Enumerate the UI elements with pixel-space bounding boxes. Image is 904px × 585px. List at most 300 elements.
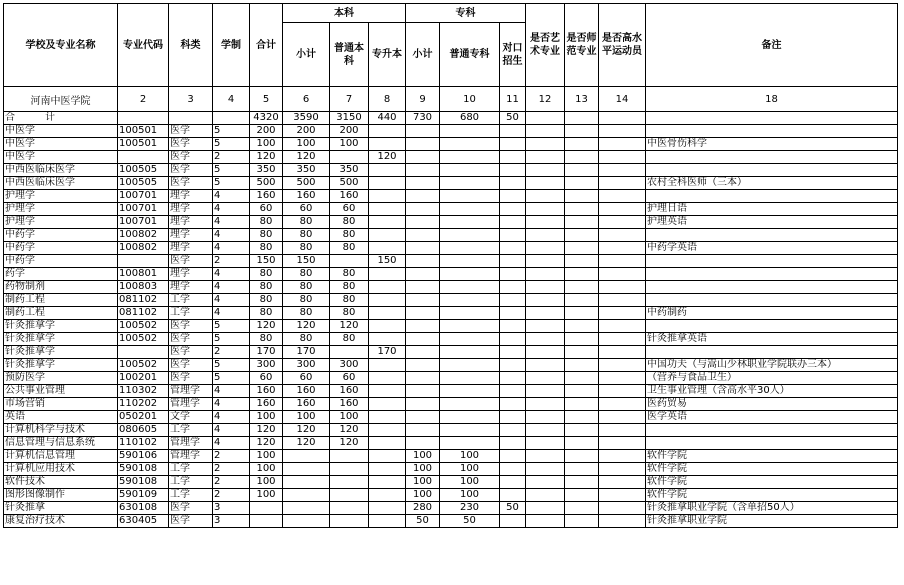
remark: 护理日语	[646, 203, 898, 216]
col-num: 4	[213, 87, 250, 112]
zhuanke-normal	[440, 437, 500, 450]
remark: 中医骨伤科学	[646, 138, 898, 151]
major-category: 理学	[169, 281, 213, 294]
totals-zhuanke-duikou: 50	[500, 112, 526, 125]
benke-upgrade	[369, 125, 406, 138]
is-art	[526, 385, 565, 398]
zhuanke-duikou	[500, 203, 526, 216]
benke-subtotal: 120	[283, 437, 330, 450]
benke-subtotal: 80	[283, 333, 330, 346]
is-athlete	[599, 190, 646, 203]
is-art	[526, 398, 565, 411]
major-code: 100502	[118, 359, 169, 372]
benke-normal: 80	[330, 281, 369, 294]
is-art	[526, 320, 565, 333]
table-row	[4, 502, 898, 515]
benke-upgrade	[369, 177, 406, 190]
is-athlete	[599, 151, 646, 164]
is-art	[526, 476, 565, 489]
major-code: 630108	[118, 502, 169, 515]
benke-subtotal: 200	[283, 125, 330, 138]
zhuanke-subtotal	[406, 229, 440, 242]
major-code: 100505	[118, 177, 169, 190]
is-athlete	[599, 359, 646, 372]
benke-subtotal	[283, 476, 330, 489]
major-total: 160	[250, 385, 283, 398]
table-row	[4, 229, 898, 242]
major-name: 计算机信息管理	[4, 450, 118, 463]
major-duration: 3	[213, 502, 250, 515]
zhuanke-duikou	[500, 177, 526, 190]
table-row	[4, 372, 898, 385]
is-athlete	[599, 398, 646, 411]
benke-upgrade	[369, 476, 406, 489]
major-name: 市场营销	[4, 398, 118, 411]
zhuanke-normal	[440, 320, 500, 333]
zhuanke-normal	[440, 138, 500, 151]
major-name: 中药学	[4, 242, 118, 255]
zhuanke-normal	[440, 125, 500, 138]
major-category: 医学	[169, 320, 213, 333]
benke-normal: 100	[330, 138, 369, 151]
table-row	[4, 346, 898, 359]
benke-upgrade	[369, 190, 406, 203]
benke-normal	[330, 463, 369, 476]
major-category: 理学	[169, 190, 213, 203]
zhuanke-subtotal	[406, 294, 440, 307]
major-code: 081102	[118, 307, 169, 320]
zhuanke-duikou	[500, 294, 526, 307]
is-athlete	[599, 346, 646, 359]
major-duration: 4	[213, 190, 250, 203]
is-normal	[565, 450, 599, 463]
remark: 针灸推拿职业学院（含单招50人）	[646, 502, 898, 515]
is-art	[526, 372, 565, 385]
is-athlete	[599, 268, 646, 281]
major-category: 医学	[169, 333, 213, 346]
is-normal	[565, 255, 599, 268]
remark: 中药制药	[646, 307, 898, 320]
remark	[646, 190, 898, 203]
major-total: 500	[250, 177, 283, 190]
remark: 中药学英语	[646, 242, 898, 255]
table-row	[4, 424, 898, 437]
major-code: 100802	[118, 229, 169, 242]
zhuanke-normal	[440, 281, 500, 294]
major-name: 针灸推拿学	[4, 346, 118, 359]
benke-upgrade	[369, 333, 406, 346]
zhuanke-subtotal	[406, 398, 440, 411]
major-name: 预防医学	[4, 372, 118, 385]
header-remark: 备注	[646, 4, 898, 87]
zhuanke-duikou	[500, 450, 526, 463]
benke-subtotal: 150	[283, 255, 330, 268]
is-athlete	[599, 229, 646, 242]
remark	[646, 294, 898, 307]
zhuanke-duikou	[500, 216, 526, 229]
zhuanke-subtotal	[406, 125, 440, 138]
benke-normal: 80	[330, 307, 369, 320]
major-name: 图形图像制作	[4, 489, 118, 502]
major-category: 工学	[169, 424, 213, 437]
benke-upgrade	[369, 515, 406, 528]
header-is-athlete: 是否高水平运动员	[599, 4, 646, 87]
major-total: 160	[250, 398, 283, 411]
major-duration: 4	[213, 385, 250, 398]
major-code: 590106	[118, 450, 169, 463]
major-category: 理学	[169, 216, 213, 229]
is-art	[526, 333, 565, 346]
table-row	[4, 203, 898, 216]
benke-subtotal	[283, 515, 330, 528]
major-category: 管理学	[169, 437, 213, 450]
major-code: 080605	[118, 424, 169, 437]
major-total: 200	[250, 125, 283, 138]
major-name: 药物制剂	[4, 281, 118, 294]
benke-subtotal: 80	[283, 307, 330, 320]
benke-subtotal: 120	[283, 320, 330, 333]
is-normal	[565, 138, 599, 151]
major-total: 160	[250, 190, 283, 203]
benke-upgrade	[369, 294, 406, 307]
zhuanke-duikou	[500, 242, 526, 255]
major-duration: 5	[213, 164, 250, 177]
remark: 农村全科医师（三本）	[646, 177, 898, 190]
major-name: 计算机应用技术	[4, 463, 118, 476]
major-category: 理学	[169, 229, 213, 242]
benke-subtotal: 350	[283, 164, 330, 177]
totals-benke-upgrade: 440	[369, 112, 406, 125]
col-num: 11	[500, 87, 526, 112]
zhuanke-duikou	[500, 229, 526, 242]
is-art	[526, 294, 565, 307]
major-duration: 4	[213, 216, 250, 229]
benke-subtotal	[283, 502, 330, 515]
major-category: 工学	[169, 489, 213, 502]
benke-normal: 160	[330, 398, 369, 411]
table-row	[4, 398, 898, 411]
major-duration: 4	[213, 229, 250, 242]
zhuanke-normal	[440, 177, 500, 190]
benke-normal	[330, 151, 369, 164]
benke-upgrade: 170	[369, 346, 406, 359]
remark: 医学英语	[646, 411, 898, 424]
zhuanke-normal	[440, 346, 500, 359]
major-name: 中药学	[4, 229, 118, 242]
major-duration: 5	[213, 320, 250, 333]
totals-zhuanke-normal: 680	[440, 112, 500, 125]
benke-normal: 80	[330, 216, 369, 229]
benke-normal: 80	[330, 268, 369, 281]
remark	[646, 281, 898, 294]
zhuanke-duikou	[500, 320, 526, 333]
benke-upgrade	[369, 411, 406, 424]
is-athlete	[599, 281, 646, 294]
remark: （营养与食品卫生）	[646, 372, 898, 385]
remark	[646, 229, 898, 242]
table-row	[4, 359, 898, 372]
remark: 卫生事业管理（含高水平30人）	[646, 385, 898, 398]
major-category: 管理学	[169, 385, 213, 398]
major-code: 100701	[118, 190, 169, 203]
remark	[646, 164, 898, 177]
zhuanke-normal	[440, 372, 500, 385]
is-athlete	[599, 502, 646, 515]
zhuanke-normal	[440, 294, 500, 307]
major-category: 医学	[169, 164, 213, 177]
is-athlete	[599, 333, 646, 346]
major-code: 050201	[118, 411, 169, 424]
remark: 针灸推拿职业学院	[646, 515, 898, 528]
zhuanke-duikou	[500, 307, 526, 320]
major-duration: 4	[213, 424, 250, 437]
totals-benke-normal: 3150	[330, 112, 369, 125]
is-normal	[565, 151, 599, 164]
zhuanke-subtotal	[406, 333, 440, 346]
benke-subtotal: 60	[283, 372, 330, 385]
zhuanke-subtotal	[406, 307, 440, 320]
remark	[646, 437, 898, 450]
benke-upgrade	[369, 424, 406, 437]
zhuanke-normal	[440, 151, 500, 164]
major-duration: 5	[213, 359, 250, 372]
is-art	[526, 255, 565, 268]
is-normal	[565, 216, 599, 229]
zhuanke-duikou	[500, 346, 526, 359]
school-name: 河南中医学院	[4, 87, 118, 112]
major-duration: 4	[213, 307, 250, 320]
major-code: 100802	[118, 242, 169, 255]
major-total	[250, 502, 283, 515]
benke-normal	[330, 476, 369, 489]
benke-upgrade	[369, 385, 406, 398]
benke-normal: 200	[330, 125, 369, 138]
is-art	[526, 424, 565, 437]
zhuanke-duikou	[500, 255, 526, 268]
is-normal	[565, 307, 599, 320]
table-row	[4, 125, 898, 138]
is-normal	[565, 268, 599, 281]
zhuanke-duikou	[500, 359, 526, 372]
benke-subtotal: 80	[283, 229, 330, 242]
zhuanke-normal: 100	[440, 489, 500, 502]
benke-normal	[330, 502, 369, 515]
major-code: 110102	[118, 437, 169, 450]
major-duration: 2	[213, 489, 250, 502]
zhuanke-subtotal: 100	[406, 476, 440, 489]
is-normal	[565, 242, 599, 255]
col-num: 6	[283, 87, 330, 112]
cell	[565, 112, 599, 125]
major-category: 工学	[169, 307, 213, 320]
major-code: 100701	[118, 216, 169, 229]
benke-normal: 160	[330, 190, 369, 203]
benke-normal: 80	[330, 242, 369, 255]
remark	[646, 268, 898, 281]
major-name: 软件技术	[4, 476, 118, 489]
benke-upgrade	[369, 281, 406, 294]
major-code: 100803	[118, 281, 169, 294]
major-duration: 4	[213, 281, 250, 294]
major-duration: 4	[213, 242, 250, 255]
major-total: 80	[250, 281, 283, 294]
benke-upgrade	[369, 138, 406, 151]
major-code: 110302	[118, 385, 169, 398]
zhuanke-subtotal	[406, 177, 440, 190]
is-normal	[565, 346, 599, 359]
major-code: 100502	[118, 333, 169, 346]
major-category: 医学	[169, 151, 213, 164]
major-name: 护理学	[4, 190, 118, 203]
zhuanke-subtotal: 280	[406, 502, 440, 515]
col-num: 12	[526, 87, 565, 112]
zhuanke-duikou	[500, 372, 526, 385]
remark	[646, 346, 898, 359]
cell	[646, 112, 898, 125]
remark: 软件学院	[646, 489, 898, 502]
table-row	[4, 333, 898, 346]
enrollment-plan-table	[3, 3, 898, 528]
major-total: 80	[250, 229, 283, 242]
benke-normal: 100	[330, 411, 369, 424]
benke-upgrade	[369, 450, 406, 463]
benke-upgrade	[369, 242, 406, 255]
benke-normal	[330, 489, 369, 502]
table-row	[4, 151, 898, 164]
zhuanke-normal	[440, 164, 500, 177]
zhuanke-duikou	[500, 151, 526, 164]
major-category: 医学	[169, 372, 213, 385]
cell	[526, 112, 565, 125]
is-athlete	[599, 411, 646, 424]
major-duration: 2	[213, 346, 250, 359]
zhuanke-normal	[440, 255, 500, 268]
col-num: 3	[169, 87, 213, 112]
header-zhuanke-duikou: 对口招生	[500, 23, 526, 87]
major-code: 590108	[118, 476, 169, 489]
major-duration: 5	[213, 333, 250, 346]
major-name: 药学	[4, 268, 118, 281]
major-code	[118, 151, 169, 164]
major-code: 630405	[118, 515, 169, 528]
benke-normal: 300	[330, 359, 369, 372]
benke-upgrade: 150	[369, 255, 406, 268]
major-code	[118, 346, 169, 359]
zhuanke-subtotal: 100	[406, 450, 440, 463]
major-duration: 5	[213, 177, 250, 190]
is-athlete	[599, 515, 646, 528]
is-normal	[565, 281, 599, 294]
major-name: 公共事业管理	[4, 385, 118, 398]
major-total: 350	[250, 164, 283, 177]
major-duration: 4	[213, 203, 250, 216]
major-duration: 4	[213, 398, 250, 411]
benke-normal: 60	[330, 203, 369, 216]
major-name: 中医学	[4, 125, 118, 138]
major-code: 100501	[118, 125, 169, 138]
is-normal	[565, 333, 599, 346]
benke-subtotal: 300	[283, 359, 330, 372]
zhuanke-normal: 50	[440, 515, 500, 528]
zhuanke-normal: 100	[440, 476, 500, 489]
benke-subtotal: 80	[283, 268, 330, 281]
benke-subtotal	[283, 489, 330, 502]
major-category: 管理学	[169, 398, 213, 411]
major-duration: 2	[213, 476, 250, 489]
zhuanke-duikou	[500, 411, 526, 424]
major-total: 100	[250, 476, 283, 489]
benke-subtotal: 80	[283, 281, 330, 294]
cell	[213, 112, 250, 125]
major-total: 80	[250, 307, 283, 320]
benke-subtotal: 60	[283, 203, 330, 216]
major-code: 100502	[118, 320, 169, 333]
major-name: 护理学	[4, 216, 118, 229]
zhuanke-duikou	[500, 164, 526, 177]
zhuanke-duikou: 50	[500, 502, 526, 515]
benke-subtotal: 170	[283, 346, 330, 359]
benke-normal: 120	[330, 424, 369, 437]
table-row	[4, 450, 898, 463]
table-row	[4, 216, 898, 229]
major-category: 工学	[169, 476, 213, 489]
major-duration: 4	[213, 437, 250, 450]
table-row	[4, 411, 898, 424]
zhuanke-subtotal	[406, 424, 440, 437]
zhuanke-subtotal	[406, 372, 440, 385]
major-total: 120	[250, 320, 283, 333]
col-num: 9	[406, 87, 440, 112]
zhuanke-duikou	[500, 190, 526, 203]
is-athlete	[599, 320, 646, 333]
header-code: 专业代码	[118, 4, 169, 87]
cell	[599, 112, 646, 125]
header-is-art: 是否艺术专业	[526, 4, 565, 87]
major-total: 120	[250, 437, 283, 450]
is-art	[526, 229, 565, 242]
is-art	[526, 268, 565, 281]
major-total: 120	[250, 151, 283, 164]
is-normal	[565, 437, 599, 450]
is-athlete	[599, 242, 646, 255]
is-normal	[565, 463, 599, 476]
benke-subtotal: 160	[283, 190, 330, 203]
table-row	[4, 489, 898, 502]
major-name: 中医学	[4, 138, 118, 151]
table-row	[4, 515, 898, 528]
major-code: 100801	[118, 268, 169, 281]
major-name: 中西医临床医学	[4, 177, 118, 190]
zhuanke-normal: 100	[440, 450, 500, 463]
is-art	[526, 281, 565, 294]
remark	[646, 151, 898, 164]
table-row	[4, 190, 898, 203]
major-total: 100	[250, 450, 283, 463]
benke-normal: 80	[330, 229, 369, 242]
major-category: 医学	[169, 177, 213, 190]
major-duration: 2	[213, 463, 250, 476]
zhuanke-subtotal	[406, 190, 440, 203]
major-name: 针灸推拿	[4, 502, 118, 515]
is-normal	[565, 385, 599, 398]
zhuanke-normal	[440, 411, 500, 424]
benke-subtotal	[283, 463, 330, 476]
benke-upgrade	[369, 229, 406, 242]
is-art	[526, 502, 565, 515]
benke-subtotal: 80	[283, 216, 330, 229]
zhuanke-subtotal	[406, 385, 440, 398]
benke-subtotal: 80	[283, 294, 330, 307]
